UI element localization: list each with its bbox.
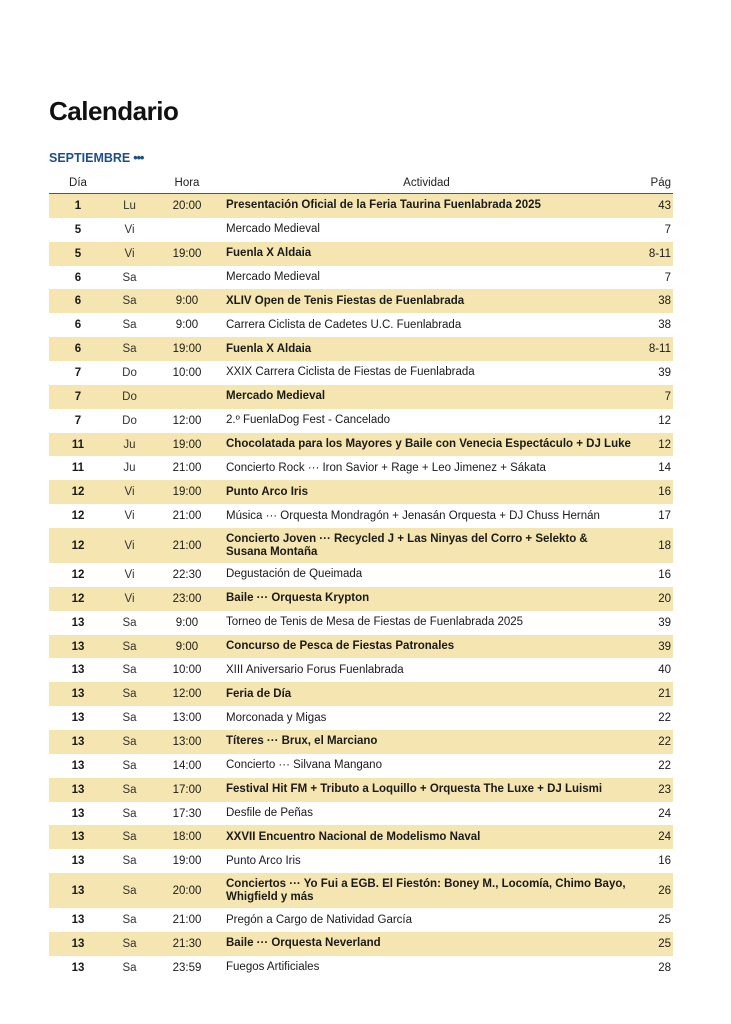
cell-pag: 24: [631, 825, 673, 849]
cell-pag: 7: [664, 223, 671, 236]
cell-weekday: Ju: [123, 462, 136, 475]
cell-day: 12: [49, 480, 107, 504]
cell-pag: 24: [658, 807, 671, 820]
cell-weekday: Ju: [107, 433, 152, 457]
cell-pag: 7: [664, 271, 671, 284]
month-dots: •••: [133, 151, 144, 165]
cell-day: 6: [49, 289, 107, 313]
cell-actividad: 2.º FuenlaDog Fest - Cancelado: [226, 414, 391, 427]
cell-pag: 25: [658, 914, 671, 927]
cell-pag: 40: [658, 664, 671, 677]
cell-hora: 23:59: [172, 961, 202, 974]
cell-weekday: Sa: [122, 319, 137, 332]
cell-weekday: Do: [107, 385, 152, 409]
cell-hora: 20:00: [152, 873, 222, 908]
cell-actividad: Fuegos Artificiales: [226, 961, 320, 974]
table-row: [49, 658, 673, 682]
cell-day: 13: [71, 807, 85, 820]
cell-hora: 21:30: [152, 932, 222, 956]
cell-weekday: Sa: [107, 873, 152, 908]
cell-hora: 13:00: [172, 712, 202, 725]
cell-weekday: Sa: [107, 778, 152, 802]
cell-actividad: Presentación Oficial de la Feria Taurina Fuenlabrada 2025: [222, 194, 631, 218]
cell-day: 7: [74, 366, 82, 379]
cell-actividad: Desfile de Peñas: [226, 807, 313, 820]
cell-weekday: Sa: [107, 682, 152, 706]
cell-hora: 19:00: [152, 337, 222, 361]
cell-weekday: Sa: [107, 932, 152, 956]
cell-actividad: Concurso de Pesca de Fiestas Patronales: [222, 635, 631, 659]
table-row: [49, 504, 673, 528]
cell-weekday: Sa: [107, 337, 152, 361]
cell-pag: 39: [631, 635, 673, 659]
cell-weekday: Sa: [122, 616, 137, 629]
table-row: [49, 528, 673, 563]
cell-hora: 9:00: [152, 289, 222, 313]
cell-weekday: Vi: [107, 587, 152, 611]
cell-actividad: Festival Hit FM + Tributo a Loquillo + Orquesta The Luxe + DJ Luismi: [222, 778, 631, 802]
cell-hora: 20:00: [152, 194, 222, 218]
cell-weekday: Do: [122, 414, 137, 427]
cell-actividad: Punto Arco Iris: [222, 480, 631, 504]
table-row: [49, 778, 673, 802]
cell-actividad: Mercado Medieval: [222, 385, 631, 409]
cell-day: 13: [71, 712, 85, 725]
cell-day: 13: [71, 759, 85, 772]
cell-weekday: Vi: [124, 223, 135, 236]
cell-actividad: Concierto Rock ··· Iron Savior + Rage + Leo Jimenez + Sákata: [226, 461, 546, 474]
cell-pag: 22: [631, 730, 673, 754]
cell-weekday: Sa: [122, 759, 137, 772]
table-row: [49, 730, 673, 754]
cell-pag: 26: [631, 873, 673, 908]
table-row: [49, 754, 673, 778]
table-row: [49, 849, 673, 873]
table-row: [49, 337, 673, 361]
cell-hora: 19:00: [152, 480, 222, 504]
header-dia: Día: [49, 173, 107, 194]
table-row: [49, 908, 673, 932]
cell-day: 13: [49, 825, 107, 849]
cell-day: 12: [71, 510, 85, 523]
cell-day: 5: [49, 242, 107, 266]
cell-hora: 10:00: [172, 664, 202, 677]
cell-weekday: Sa: [122, 271, 137, 284]
cell-actividad: XLIV Open de Tenis Fiestas de Fuenlabrada: [222, 289, 631, 313]
cell-hora: [152, 266, 222, 290]
cell-hora: 17:00: [152, 778, 222, 802]
table-row: [49, 194, 673, 218]
table-row: [49, 289, 673, 313]
cell-pag: 12: [631, 433, 673, 457]
cell-actividad: Fuenla X Aldaia: [222, 242, 631, 266]
cell-hora: [152, 385, 222, 409]
cell-pag: 20: [631, 587, 673, 611]
cell-actividad: Concierto ··· Silvana Mangano: [226, 759, 382, 772]
table-row: [49, 266, 673, 290]
cell-pag: 18: [631, 528, 673, 563]
cell-pag: 17: [658, 510, 671, 523]
cell-weekday: Sa: [107, 825, 152, 849]
cell-hora: 14:00: [172, 759, 202, 772]
header-actividad: Actividad: [222, 173, 631, 194]
cell-day: 13: [71, 616, 85, 629]
cell-weekday: Vi: [107, 242, 152, 266]
cell-hora: 21:00: [172, 462, 202, 475]
cell-pag: 21: [631, 682, 673, 706]
cell-weekday: Sa: [122, 961, 137, 974]
cell-day: 13: [71, 664, 85, 677]
cell-day: 7: [74, 414, 82, 427]
cell-hora: 10:00: [172, 366, 202, 379]
cell-actividad: Carrera Ciclista de Cadetes U.C. Fuenlabrada: [226, 318, 462, 331]
month-label: SEPTIEMBRE: [49, 151, 131, 165]
cell-actividad: Música ··· Orquesta Mondragón + Jenasán Orquesta + DJ Chuss Hernán: [226, 509, 600, 522]
cell-day: 6: [74, 271, 82, 284]
cell-day: 13: [49, 682, 107, 706]
cell-actividad: Fuenla X Aldaia: [222, 337, 631, 361]
cell-hora: 21:00: [172, 510, 202, 523]
cell-actividad: XXVII Encuentro Nacional de Modelismo Naval: [222, 825, 631, 849]
table-row: [49, 480, 673, 504]
cell-hora: 22:30: [172, 568, 202, 581]
cell-actividad: Morconada y Migas: [226, 711, 327, 724]
cell-pag: 16: [658, 855, 671, 868]
cell-weekday: Vi: [124, 510, 135, 523]
cell-weekday: Sa: [122, 712, 137, 725]
month-heading: [49, 151, 143, 165]
cell-actividad: Punto Arco Iris: [226, 854, 301, 867]
cell-pag: 39: [658, 616, 671, 629]
table-header: [49, 173, 673, 194]
cell-weekday: Sa: [122, 807, 137, 820]
cell-weekday: Vi: [107, 528, 152, 563]
cell-actividad: Degustación de Queimada: [226, 568, 363, 581]
cell-actividad: XXIX Carrera Ciclista de Fiestas de Fuenlabrada: [226, 366, 475, 379]
cell-day: 6: [49, 337, 107, 361]
header-hora: Hora: [152, 173, 222, 194]
table-row: [49, 825, 673, 849]
table-row: [49, 433, 673, 457]
cell-day: 13: [49, 730, 107, 754]
header-weekday: [107, 173, 152, 194]
calendar-table: [49, 173, 673, 980]
cell-day: 13: [71, 855, 85, 868]
calendar-body: [49, 194, 673, 980]
cell-hora: 21:00: [172, 914, 202, 927]
table-row: [49, 802, 673, 826]
cell-actividad: Mercado Medieval: [226, 271, 320, 283]
cell-pag: 14: [658, 462, 671, 475]
cell-hora: 23:00: [152, 587, 222, 611]
table-row: [49, 409, 673, 433]
cell-pag: 25: [631, 932, 673, 956]
cell-hora: 12:00: [152, 682, 222, 706]
table-row: [49, 587, 673, 611]
cell-weekday: Sa: [107, 635, 152, 659]
cell-pag: 23: [631, 778, 673, 802]
cell-hora: 9:00: [175, 319, 199, 332]
cell-actividad: Pregón a Cargo de Natividad García: [226, 913, 413, 926]
cell-pag: 38: [658, 319, 671, 332]
cell-actividad: Baile ··· Orquesta Krypton: [222, 587, 631, 611]
cell-weekday: Sa: [107, 289, 152, 313]
cell-pag: 38: [631, 289, 673, 313]
cell-pag: 16: [658, 568, 671, 581]
cell-day: 13: [71, 961, 85, 974]
table-row: [49, 563, 673, 587]
cell-pag: 8-11: [631, 242, 673, 266]
cell-pag: 28: [658, 961, 671, 974]
cell-pag: 22: [658, 712, 671, 725]
cell-weekday: Vi: [124, 568, 135, 581]
cell-actividad: Mercado Medieval: [226, 223, 320, 236]
table-row: [49, 218, 673, 242]
table-row: [49, 635, 673, 659]
cell-pag: 16: [631, 480, 673, 504]
page-title: Calendario: [49, 96, 179, 126]
cell-hora: 17:30: [172, 807, 202, 820]
cell-hora: 13:00: [152, 730, 222, 754]
cell-weekday: Sa: [122, 664, 137, 677]
cell-actividad: Títeres ··· Brux, el Marciano: [222, 730, 631, 754]
cell-weekday: Vi: [107, 480, 152, 504]
cell-hora: 12:00: [172, 414, 202, 427]
cell-hora: 18:00: [152, 825, 222, 849]
cell-hora: 9:00: [152, 635, 222, 659]
cell-day: 13: [49, 873, 107, 908]
table-row: [49, 611, 673, 635]
cell-actividad: Torneo de Tenis de Mesa de Fiestas de Fuenlabrada 2025: [226, 616, 524, 629]
cell-actividad: Baile ··· Orquesta Neverland: [222, 932, 631, 956]
cell-hora: 9:00: [175, 616, 199, 629]
cell-pag: 22: [658, 759, 671, 772]
cell-weekday: Sa: [107, 730, 152, 754]
cell-pag: 12: [658, 414, 671, 427]
table-row: [49, 313, 673, 337]
cell-actividad: Conciertos ··· Yo Fui a EGB. El Fiestón: Boney M., Locomía, Chimo Bayo, Whigfield y más: [222, 873, 631, 908]
cell-hora: 19:00: [152, 433, 222, 457]
cell-actividad: XIII Aniversario Forus Fuenlabrada: [226, 663, 404, 676]
cell-day: 13: [49, 932, 107, 956]
cell-day: 13: [49, 778, 107, 802]
cell-pag: 7: [631, 385, 673, 409]
table-row: [49, 361, 673, 385]
table-row: [49, 932, 673, 956]
cell-day: 1: [49, 194, 107, 218]
cell-day: 12: [49, 528, 107, 563]
cell-weekday: Sa: [122, 855, 137, 868]
cell-day: 6: [74, 319, 82, 332]
cell-day: 12: [71, 568, 85, 581]
cell-hora: 21:00: [152, 528, 222, 563]
cell-day: 13: [49, 635, 107, 659]
cell-day: 13: [71, 914, 85, 927]
cell-day: 11: [71, 462, 85, 475]
cell-day: 5: [74, 223, 82, 236]
table-row: [49, 385, 673, 409]
cell-weekday: Do: [122, 366, 137, 379]
cell-actividad: Feria de Día: [222, 682, 631, 706]
cell-weekday: Lu: [107, 194, 152, 218]
table-row: [49, 706, 673, 730]
table-row: [49, 242, 673, 266]
cell-weekday: Sa: [122, 914, 137, 927]
cell-hora: [152, 218, 222, 242]
cell-day: 7: [49, 385, 107, 409]
table-row: [49, 956, 673, 980]
header-pag: Pág: [631, 173, 673, 194]
cell-actividad: Concierto Joven ··· Recycled J + Las Ninyas del Corro + Selekto & Susana Montaña: [222, 528, 631, 563]
cell-pag: 43: [631, 194, 673, 218]
table-row: [49, 682, 673, 706]
cell-hora: 19:00: [152, 242, 222, 266]
table-row: [49, 456, 673, 480]
table-row: [49, 873, 673, 908]
cell-day: 11: [49, 433, 107, 457]
cell-day: 12: [49, 587, 107, 611]
cell-hora: 19:00: [172, 855, 202, 868]
cell-pag: 39: [658, 366, 671, 379]
cell-actividad: Chocolatada para los Mayores y Baile con Venecia Espectáculo + DJ Luke: [222, 433, 631, 457]
cell-pag: 8-11: [631, 337, 673, 361]
